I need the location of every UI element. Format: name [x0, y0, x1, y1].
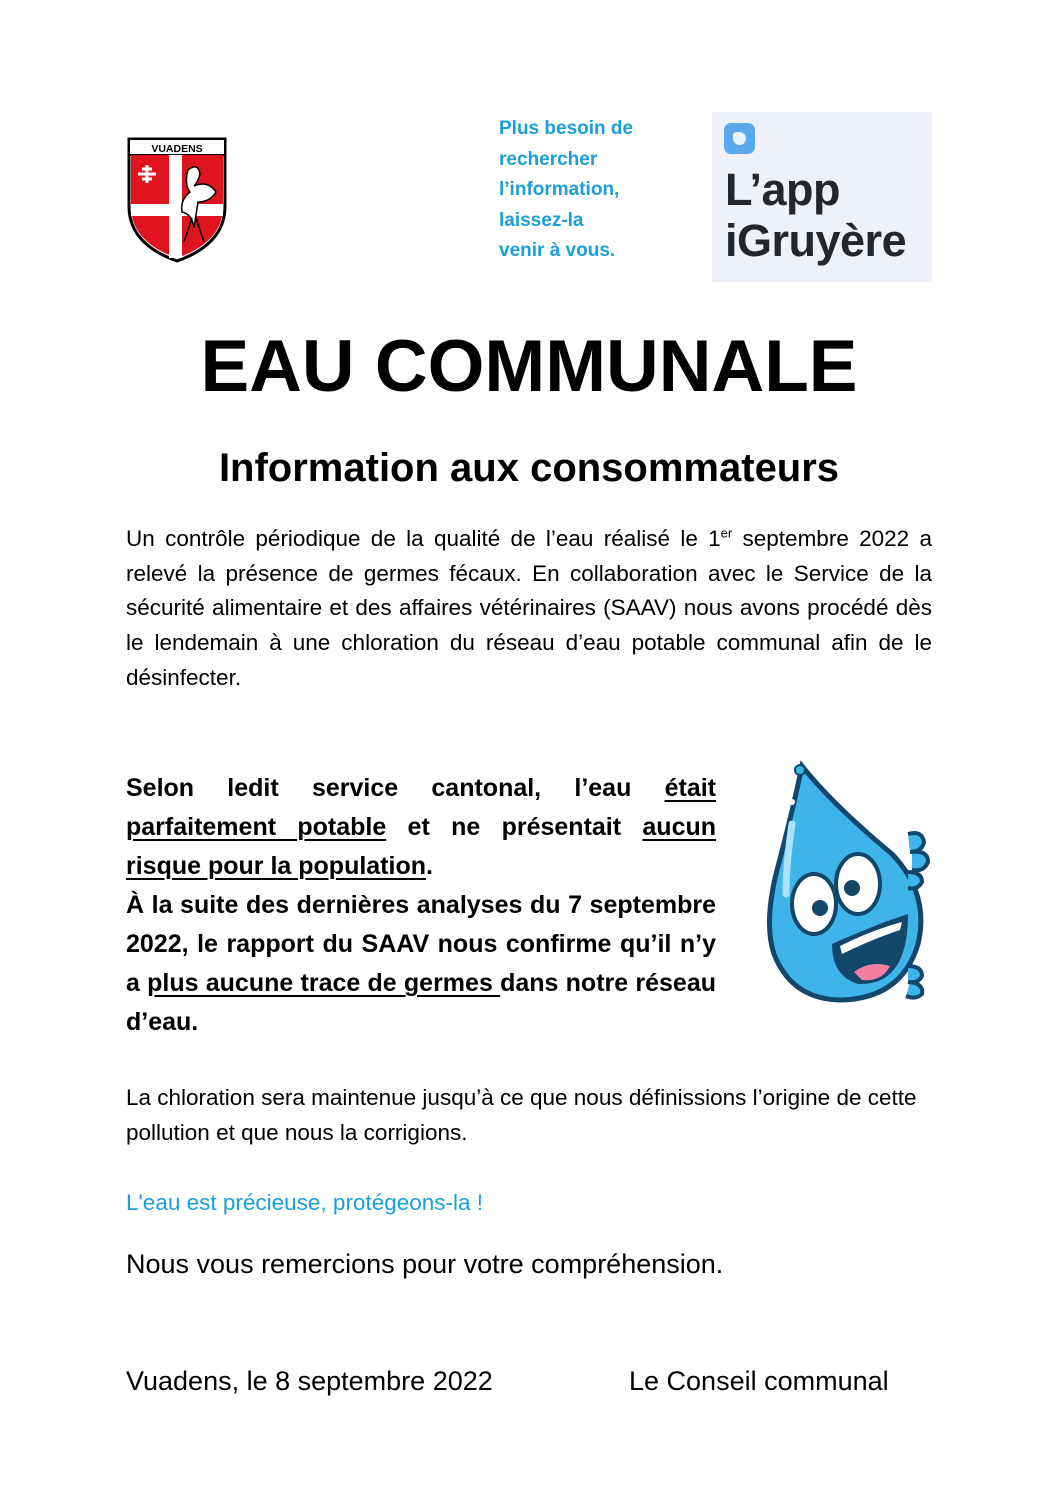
- app-bubble-icon: [724, 123, 755, 154]
- page-title: EAU COMMUNALE: [200, 326, 858, 407]
- app-promo-tagline: [499, 114, 679, 267]
- intro-text: Un contrôle périodique de la qualité de l’eau réalisé le 1: [126, 526, 721, 551]
- notice-underlined: plus aucune trace de germes: [147, 969, 501, 997]
- svg-text:VUADENS: VUADENS: [151, 143, 203, 155]
- thanks-text: Nous vous remercions pour votre compréhension.: [126, 1249, 724, 1279]
- notice-underlined: était parfaitement potable: [126, 774, 716, 841]
- tagline-line: venir à vous.: [499, 240, 616, 261]
- page-subtitle: Information aux consommateurs: [218, 446, 840, 490]
- tagline-line: laissez-la: [499, 209, 584, 231]
- app-name-line2: iGruyère: [725, 215, 907, 266]
- tagline-line: Plus besoin de: [499, 118, 634, 139]
- water-drop-mascot-illustration: [762, 754, 942, 1016]
- notice-underlined: aucun risque pour la population: [126, 813, 717, 880]
- notice-text: .: [426, 852, 433, 880]
- ordinal-suffix: er: [720, 525, 733, 541]
- notice-text: et ne présentait: [386, 813, 643, 841]
- safety-notice: [126, 769, 716, 1042]
- notice-text: À la suite des dernières analyses du 7 septembre 2022, le rapport du SAAV nous confirme qu’il n’y a: [126, 891, 716, 997]
- tagline-line: l’information,: [499, 179, 620, 200]
- tagline-line: rechercher: [499, 148, 598, 170]
- chloration-paragraph: La chloration sera maintenue jusqu’à ce que nous définissions l’origine de cette pollution et que nous la corrigions.: [126, 1085, 917, 1145]
- place-and-date: Vuadens, le 8 septembre 2022: [126, 1366, 493, 1396]
- app-name-line1: L’app: [725, 164, 841, 215]
- signature: Le Conseil communal: [629, 1366, 889, 1396]
- notice-text: dans notre réseau d’eau.: [126, 969, 716, 1036]
- intro-paragraph: [126, 522, 932, 696]
- igruyere-app-logo: [712, 112, 932, 282]
- vuadens-crest-logo: [126, 136, 228, 264]
- slogan-text: L'eau est précieuse, protégeons-la !: [126, 1190, 484, 1215]
- intro-text: septembre 2022 a relevé la présence de germes fécaux. En collaboration avec le Service de la sécurité alimentaire et des affaires vétérinaires (SAAV) nous avons procédé dès le lendemain à une chloration du réseau d’eau potable communal afin de le désinfecter.: [126, 526, 933, 690]
- notice-text: Selon ledit service cantonal, l’eau: [126, 774, 665, 802]
